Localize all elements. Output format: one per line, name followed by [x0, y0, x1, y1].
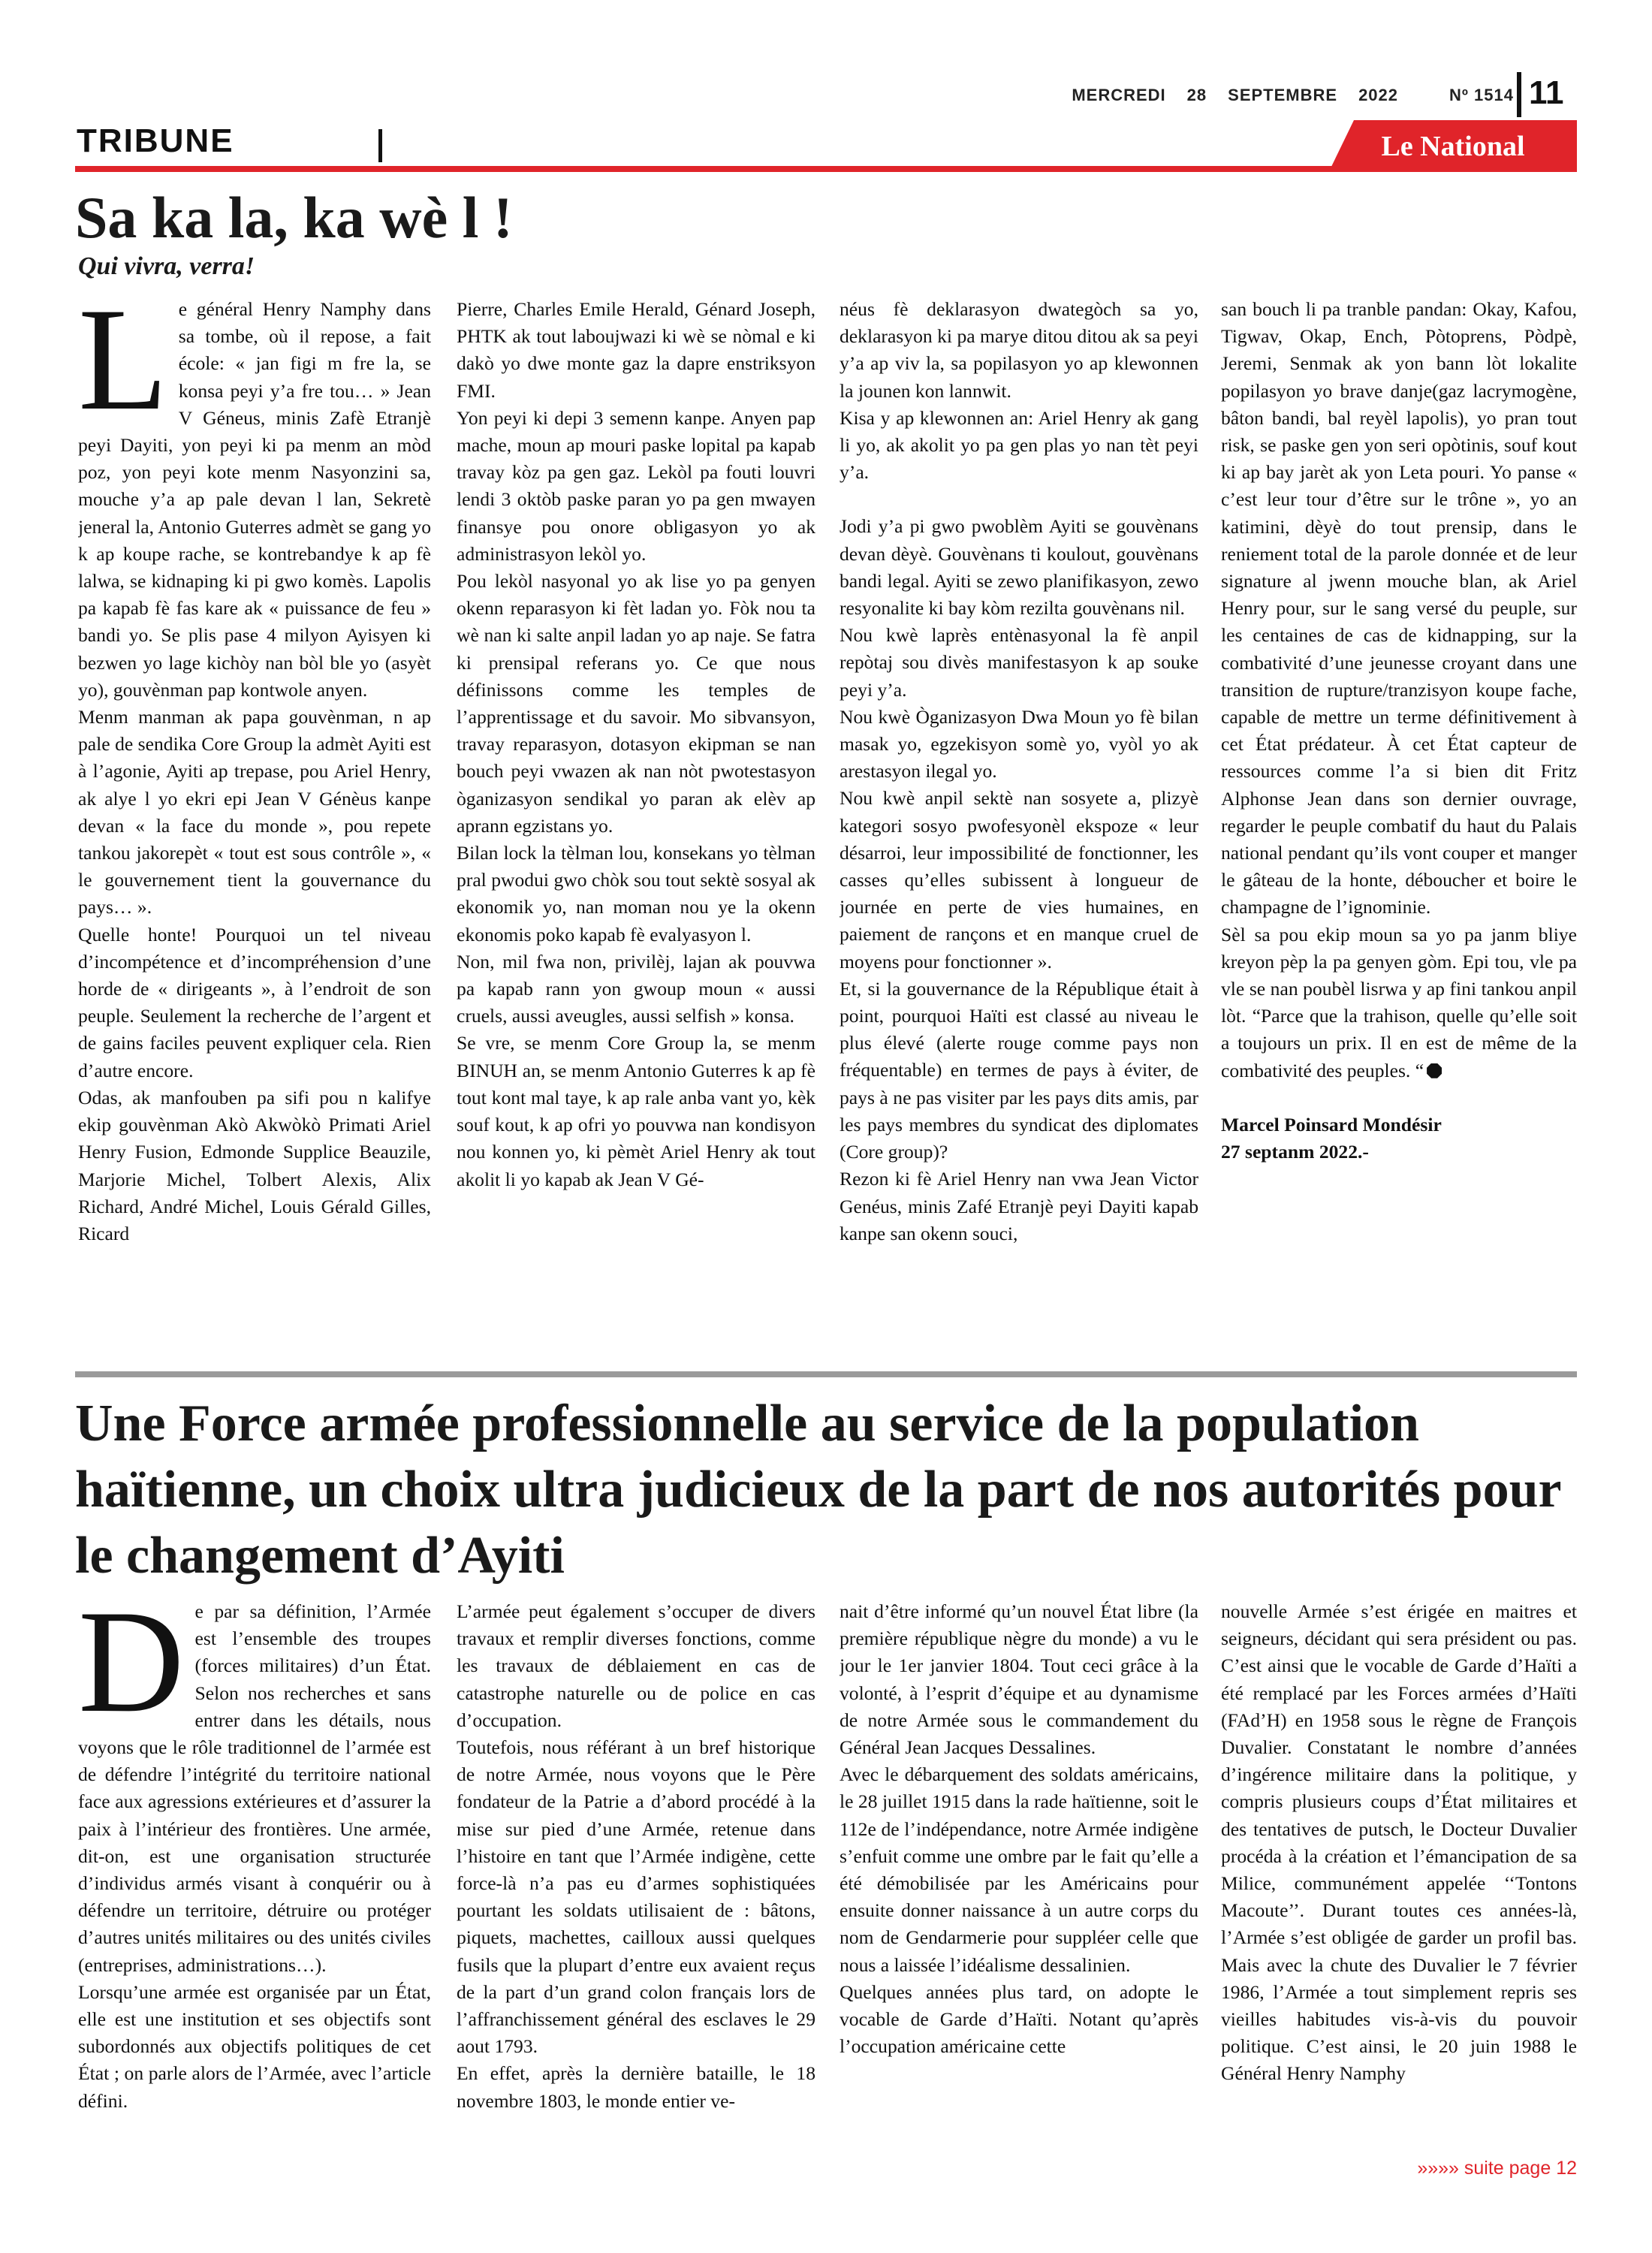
paragraph: Pou lekòl nasyonal yo ak lise yo pa genyen okenn reparasyon ki fèt ladan yo. Fòk nou ta wè nan ki salte anpil ladan yo ap naje. Se fatra ki prensipal referans yo. Ce que nous définissons comme les temples de l’apprentissage et du savoir. Mo sibvansyon, travay reparasyon, dotasyon ekipman se nan bouch peyi vwazen ak nan nòt pwotestasyon òganizasyon sendikal yo paran ak elèv ap aprann egzistans yo. [457, 570, 815, 837]
paragraph: Quelques années plus tard, on adopte le vocable de Garde d’Haïti. Notant qu’après l’occupation américaine cette [840, 1980, 1198, 2058]
paragraph: Yon peyi ki depi 3 semenn kanpe. Anyen pap mache, moun ap mouri paske lopital pa kapab travay kòz pa gen gaz. Lekòl pa fouti louvri lendi 3 oktòb paske paran yo pa gen mwayen finansye pou onore obligasyon yo ak administrasyon lekòl yo. [457, 406, 815, 565]
paragraph: Toutefois, nous référant à un bref historique de notre Armée, nous voyons que le Père fondateur de la Patrie a d’abord procédé à la mise sur pied d’une Armée, retenue dans l’histoire en tant que l’Armée indigène, cette force-là n’a pas eu d’armes sophistiquées pourtant les soldats utilisaient de : bâtons, piquets, machettes, cailloux aussi quelques fusils que la plupart d’entre eux avaient reçus de la part d’un grand colon français lors de l’affranchissement général des esclaves le 29 aout 1793. [457, 1736, 815, 2058]
section-label: TRIBUNE [77, 122, 234, 159]
date-day: MERCREDI [1072, 86, 1166, 104]
paragraph: Menm manman ak papa gouvènman, n ap pale de sendika Core Group la admèt Ayiti est à l’agonie, Ayiti ap trepase, pou Ariel Henry, ak alye l yo ekri epi Jean V Génèus kanpe devan « la face du monde », pou repete tankou jakorepèt « tout est sous contrôle », « le gouvernement tient la gouvernance du pays… ». [78, 706, 431, 918]
article-divider [75, 1371, 1577, 1377]
paragraph: Avec le débarquement des soldats américains, le 28 juillet 1915 dans la rade haïtienne, soit le 112e de l’indépendance, notre Armée indigène s’enfuit comme une ombre par le fait qu’elle a été démobilisée par les Américains pour ensuite donner naissance à un autre corps du nom de Gendarmerie pour suppléer celle que nous a laissée l’idéalisme dessalinien. [840, 1763, 1198, 1976]
paragraph: L’armée peut également s’occuper de divers travaux et remplir diverses fonctions, comme les travaux de déblaiement en cas de catastrophe naturelle ou de police en cas d’occupation. [457, 1600, 815, 1731]
paragraph: Non, mil fwa non, privilèj, lajan ak pouvwa pa kapab rann yon gwoup moun « aussi cruels, aussi aveugles, aussi selfish » konsa. [457, 950, 815, 1027]
paragraph: Kisa y ap klewonnen an: Ariel Henry ak gang li yo, ak akolit yo pa gen plas yo nan tèt peyi y’a. [840, 406, 1198, 484]
paragraph: nait d’être informé qu’un nouvel État libre (la première république nègre du monde) a vu le jour le 1er janvier 1804. Tout ceci grâce à la volonté, à l’esprit d’équipe et au dynamisme de notre Armée sous le commandement du Général Jean Jacques Dessalines. [840, 1600, 1198, 1759]
header-rule [75, 166, 1577, 172]
date-month: SEPTEMBRE [1228, 86, 1338, 104]
article1-column-3 [840, 296, 1198, 1349]
article1-author: Marcel Poinsard Mondésir [1221, 1113, 1442, 1136]
page-number-divider [1517, 72, 1521, 117]
page-number: 11 [1529, 74, 1564, 111]
paragraph: Se vre, se menm Core Group la, se menm BINUH an, se menm Antonio Guterres k ap fè tout kont mal taye, k ap rale anba vant yo, kèk souf kout, k ap ofri yo pouvwa nan kondisyon nou konnen yo, ki pèmèt Ariel Henry ak tout akolit li yo kapab ak Jean V Gé- [457, 1032, 815, 1190]
continued-link[interactable]: »»»» suite page 12 [1417, 2158, 1577, 2179]
paragraph: nouvelle Armée s’est érigée en maitres et seigneurs, décidant qui sera président ou pas. C’est ainsi que le vocable de Garde d’Haïti a été remplacé par les Forces armées d’Haïti (FAd’H) en 1958 sous le règne de François Duvalier. Constatant le nombre d’années d’ingérence militaire dans la politique, y compris plusieurs coups d’État militaires et des tentatives de putsch, le Docteur Duvalier procéda à la création et l’émancipation de sa Milice, communément appelée ‘‘Tontons Macoute’’. Durant toutes ces années-là, l’Armée s’est obligée de garder un profil bas. Mais avec la chute des Duvalier le 7 février 1986, l’Armée a tout simplement repris ses vieilles habitudes vis-à-vis du pouvoir politique. C’est ainsi, le 20 juin 1988 le Général Henry Namphy [1221, 1600, 1577, 2085]
paragraph: e par sa définition, l’Armée est l’ensemble des troupes (forces militaires) d’un État. Selon nos recherches et sans entrer dans les détails, nous voyons que le rôle traditionnel de l’armée est de défendre l’intégrité du territoire national face aux agressions extérieures et d’assurer la paix à l’intérieur des frontières. Une armée, dit-on, est une organisation structurée d’individus armés visant à conquérir ou à défendre un territoire, détruire ou protéger d’autres unités militaires ou des unités civiles (entreprises, administrations…). [78, 1600, 431, 1976]
paragraph-spacer [840, 486, 1198, 513]
article1-column-4 [1221, 296, 1577, 1349]
paragraph: Rezon ki fè Ariel Henry nan vwa Jean Victor Genéus, minis Zafé Etranjè peyi Dayiti kapab kanpe san okenn souci, [840, 1168, 1198, 1244]
paragraph: Bilan lock la tèlman lou, konsekans yo tèlman pral pwodui gwo chòk sou tout sektè sosyal ak ekonomik yo, nan moman nou ye la okenn ekonomis poko kapab fè evalyasyon l. [457, 842, 815, 946]
article1-title: Sa ka la, ka wè l ! [75, 185, 513, 250]
paragraph: En effet, après la dernière bataille, le 18 novembre 1803, le monde entier ve- [457, 2062, 815, 2112]
article2-column-4 [1221, 1598, 1577, 2154]
end-mark-icon [1427, 1063, 1442, 1078]
paragraph-text: Sèl sa pou ekip moun sa yo pa janm bliye kreyon pèp la pa genyen gòm. Epi tou, vle pa vle se nan poubèl lisrwa y ap fini tankou anpil lòt. “Parce que la trahison, quelle qu’elle soit a toujours un prix. Il en est de même de la combativité des peuples. “ [1221, 923, 1577, 1081]
article2-column-3 [840, 1598, 1198, 2154]
date-number: 28 [1186, 86, 1207, 104]
paragraph: Quelle honte! Pourquoi un tel niveau d’incompétence et d’incompréhension d’une horde de « dirigeants », à l’endroit de son peuple. Seulement la recherche de l’argent et de gains faciles peuvent expliquer cela. Rien d’autre encore. [78, 923, 431, 1081]
paragraph: Nou kwè anpil sektè nan sosyete a, plizyè kategori sosyo pwofesyonèl ekspoze « leur désarroi, leur impossibilité de fonctionner, les casses qu’elles subissent à longueur de journée en perte de vies humaines, en paiement de rançons et en manque cruel de moyens pour fonctionner ». [840, 787, 1198, 973]
article2-dropcap: D [78, 1598, 185, 1743]
paragraph: néus fè deklarasyon dwategòch sa yo, deklarasyon ki pa marye ditou ditou ak sa peyi y’a ap viv la, sa popilasyon yo ap klewonnen la jounen kon lannwit. [840, 298, 1198, 402]
article1-dropcap: L [78, 296, 168, 441]
paragraph: Lorsqu’une armée est organisée par un État, elle est une institution et ses objectifs sont subordonnés aux objectifs politiques de cet État ; on parle alors de l’Armée, avec l’article défini. [78, 1980, 431, 2112]
article2-column-2 [457, 1598, 815, 2154]
section-divider [378, 129, 382, 162]
paragraph-with-end-mark [1221, 921, 1577, 1084]
dateline [1033, 78, 1514, 113]
paragraph: Jodi y’a pi gwo pwoblèm Ayiti se gouvènans devan dèyè. Gouvènans ti koulout, gouvènans bandi legal. Ayiti se zewo planifikasyon, zewo resyonalite ki bay kòm rezilta gouvènans nil. [840, 515, 1198, 620]
article1-column-1 [78, 296, 431, 1349]
paragraph: Et, si la gouvernance de la République était à point, pourquoi Haïti est classé au niveau le plus élevé (alerte rouge comme pays non fréquentable) en termes de pays à éviter, de pays à ne pas visiter par les pays dits amis, par les pays membres du syndicat des diplomates (Core group)? [840, 977, 1198, 1163]
paragraph: Nou kwè Òganizasyon Dwa Moun yo fè bilan masak yo, egzekisyon somè yo, vyòl yo ak arestasyon ilegal yo. [840, 705, 1198, 783]
article1-subtitle: Qui vivra, verra! [78, 252, 255, 280]
paragraph: Pierre, Charles Emile Herald, Génard Joseph, PHTK ak tout laboujwazi ki wè se nòmal e ki dakò yo dwe monte gaz la dapre enstriksyon FMI. [457, 298, 815, 402]
paragraph: Nou kwè laprès entènasyonal la fè anpil repòtaj sou divès manifestasyon k ap souke peyi y’a. [840, 624, 1198, 701]
paragraph: Odas, ak manfouben pa sifi pou n kalifye ekip gouvènman Akò Akwòkò Primati Ariel Henry Fusion, Edmonde Supplice Beauzile, Marjorie Michel, Tolbert Alexis, Alix Richard, André Michel, Louis Gérald Gilles, Ricard [78, 1086, 431, 1244]
newspaper-brand: Le National [1381, 131, 1525, 162]
issue-number: Nº 1514 [1449, 86, 1514, 104]
date-year: 2022 [1358, 86, 1399, 104]
article2-title: Une Force armée professionnelle au service de la population haïtienne, un choix ultra judicieux de la part de nos autorités pour le changement d’Ayiti [75, 1395, 1561, 1585]
article1-column-2 [457, 296, 815, 1349]
article1-date: 27 septanm 2022.- [1221, 1141, 1369, 1163]
article2-column-1 [78, 1598, 431, 2154]
paragraph: e général Henry Namphy dans sa tombe, où il repose, a fait école: « jan figi m fre la, se konsa peyi y’a fre tou… » Jean V Géneus, minis Zafè Etranjè peyi Dayiti, yon peyi ki pa menm an mòd poz, yon peyi kote menm Nasyonzini sa, mouche y’a ap pale devan l lan, Sekretè jeneral la, Antonio Guterres admèt se gang yo k ap koupe rache, se kontrebandye k ap fè lalwa, se kidnaping ki pi gwo komès. Lapolis pa kapab fè fas kare ak « puissance de feu » bandi yo. Se plis pase 4 milyon Ayisyen ki bezwen yo lage kichòy nan bòl ble yo (asyèt yo), gouvènman pap kontwole anyen. [78, 298, 431, 701]
paragraph: san bouch li pa tranble pandan: Okay, Kafou, Tigwav, Okap, Ench, Pòtoprens, Pòdpè, Jeremi, Senmak ak yon bann lòt lokalite popilasyon yo brave danje(gaz lacrymogène, bâton bandi, bal reyèl lapolis), yo pran tout risk, se paske gen yon seri opòtinis, souf kout ki ap bay jarèt ak yon Leta pouri. Yo panse « c’est leur tour d’être sur le trône », yo an katimini, dèyè do tout prensip, dans le reniement total de la parole donnée et de leur signature al jwenn mouche blan, ak Ariel Henry pour, sur le sang versé du peuple, sur les centaines de cas de kidnapping, sur la combativité d’une jeunesse croyant dans une transition de rupture/tranzisyon koupe fache, capable de mettre un terme définitivement à cet État prédateur. À cet État capteur de ressources comme l’a si bien dit Fritz Alphonse Jean dans son dernier ouvrage, regarder le peuple combatif du haut du Palais national pendant qu’ils vont couper et manger le gâteau de la honte, déboucher et boire le champagne de l’ignominie. [1221, 298, 1577, 918]
